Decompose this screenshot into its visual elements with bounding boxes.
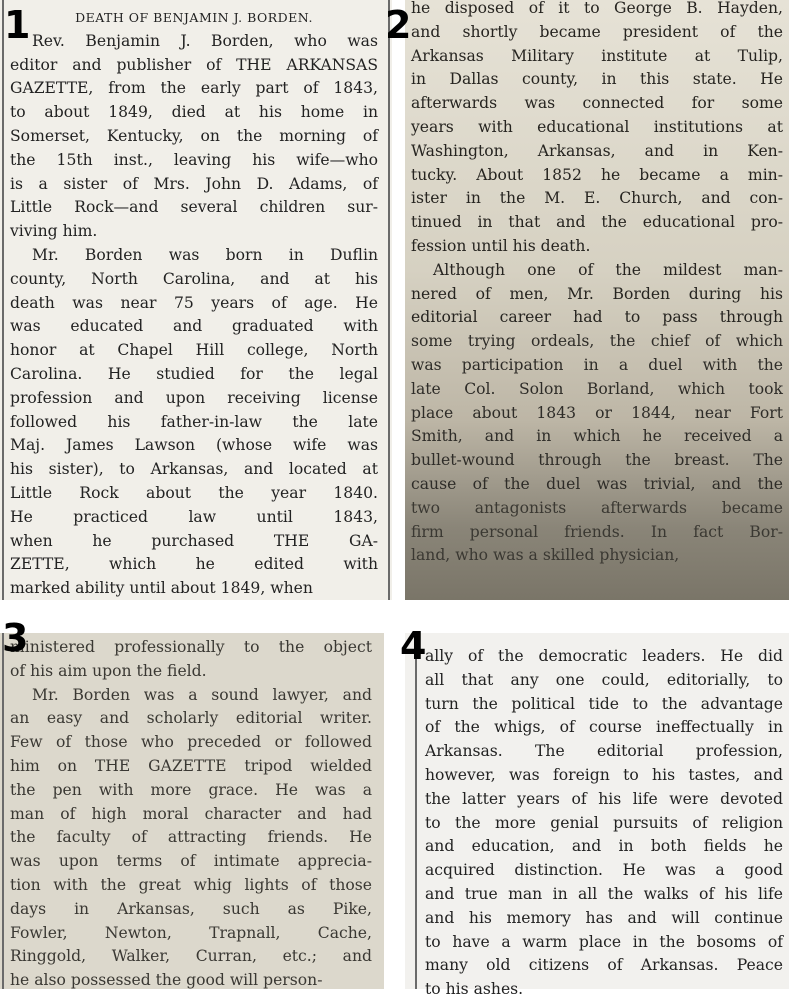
article-column — [10, 636, 372, 993]
text-line: Smith, and in which he received a — [411, 427, 783, 446]
panel-number: 1 — [4, 3, 31, 47]
text-line: was educated and graduated with — [10, 317, 378, 336]
text-line: the pen with more grace. He was a — [10, 780, 372, 799]
text-line: acquired distinction. He was a good — [425, 861, 783, 880]
text-line: Little Rock about the year 1840. — [10, 483, 378, 502]
text-line: Ringgold, Walker, Curran, etc.; and — [10, 947, 372, 966]
text-line: to his ashes. — [425, 980, 524, 999]
text-line: tion with the great whig lights of those — [10, 875, 372, 894]
article-column — [425, 645, 783, 1002]
text-line: Carolina. He studied for the legal — [10, 364, 378, 383]
text-line: profession and upon receiving license — [10, 388, 378, 407]
column-rule-right — [388, 0, 390, 600]
text-line: late Col. Solon Borland, which took — [411, 379, 783, 398]
text-line: ministered professionally to the object — [10, 638, 372, 656]
text-line: turn the political tide to the advantage — [425, 694, 783, 713]
text-line: the latter years of his life were devoted — [425, 789, 783, 808]
panel-number: 3 — [2, 616, 29, 660]
text-line: him on THE GAZETTE tripod wielded — [10, 756, 372, 775]
text-line: firm personal friends. In fact Bor- — [411, 522, 783, 541]
text-line: many old citizens of Arkansas. Peace — [425, 956, 783, 975]
text-line: of his aim upon the field. — [10, 661, 207, 680]
text-line: Fowler, Newton, Trapnall, Cache, — [10, 923, 372, 942]
text-line: was upon terms of intimate apprecia- — [10, 852, 372, 871]
text-line: tucky. About 1852 he became a min- — [411, 165, 783, 184]
text-line: is a sister of Mrs. John D. Adams, of — [10, 174, 378, 193]
text-line: all that any one could, editorially, to — [425, 670, 783, 689]
article-headline: DEATH OF BENJAMIN J. BORDEN. — [75, 10, 313, 25]
text-line: editorial career had to pass through — [411, 308, 783, 327]
text-line: ZETTE, which he edited with — [10, 555, 378, 574]
text-line: when he purchased THE GA- — [10, 531, 378, 550]
text-line: cause of the duel was trivial, and the — [411, 474, 783, 493]
text-line: some trying ordeals, the chief of which — [411, 332, 783, 351]
text-line: nered of men, Mr. Borden during his — [411, 284, 783, 303]
column-rule-left — [415, 633, 417, 989]
text-line: his sister), to Arkansas, and located at — [10, 460, 378, 479]
text-line: viving him. — [10, 222, 98, 241]
text-line: bullet-wound through the breast. The — [411, 451, 783, 470]
text-line: years with educational institutions at — [411, 117, 783, 136]
text-line: was participation in a duel with the — [411, 355, 783, 374]
text-line: to the more genial pursuits of religion — [425, 813, 783, 832]
text-line: land, who was a skilled physician, — [411, 546, 680, 565]
text-line: he also possessed the good will person- — [10, 971, 323, 990]
text-line: days in Arkansas, such as Pike, — [10, 899, 372, 918]
text-line: Little Rock—and several children sur- — [10, 198, 378, 217]
text-line: Rev. Benjamin J. Borden, who was — [32, 31, 378, 50]
text-line: man of high moral character and had — [10, 804, 372, 823]
clipping-panel-3 — [0, 633, 384, 989]
text-line: and true man in all the walks of his life — [425, 884, 783, 903]
clipping-panel-4 — [405, 633, 789, 999]
text-line: ally of the democratic leaders. He did — [425, 647, 783, 665]
text-line: death was near 75 years of age. He — [10, 293, 378, 312]
text-line: an easy and scholarly editorial writer. — [10, 709, 372, 728]
text-line: He practiced law until 1843, — [10, 507, 378, 526]
text-line: and his memory has and will continue — [425, 908, 783, 927]
text-line: two antagonists afterwards became — [411, 498, 783, 517]
text-line: in Dallas county, in this state. He — [411, 70, 783, 89]
article-column — [10, 6, 378, 601]
text-line: and education, and in both fields he — [425, 837, 783, 856]
text-line: Maj. James Lawson (whose wife was — [10, 436, 378, 455]
text-line: editor and publisher of THE ARKANSAS — [10, 55, 378, 74]
text-line: honor at Chapel Hill college, North — [10, 341, 378, 360]
panel-number: 2 — [385, 3, 412, 47]
text-line: and shortly became president of the — [411, 22, 783, 41]
text-line: Mr. Borden was a sound lawyer, and — [32, 685, 372, 704]
text-line: GAZETTE, from the early part of 1843, — [10, 79, 378, 98]
text-line: marked ability until about 1849, when — [10, 579, 313, 598]
article-column — [411, 0, 783, 568]
text-line: of the whigs, of course ineffectually in — [425, 718, 783, 737]
text-line: the faculty of attracting friends. He — [10, 828, 372, 847]
text-line: Although one of the mildest man- — [433, 260, 783, 279]
text-line: Few of those who preceded or followed — [10, 733, 372, 752]
column-rule-left — [2, 633, 4, 989]
text-line: Arkansas Military institute at Tulip, — [411, 46, 783, 65]
text-line: Washington, Arkansas, and in Ken- — [411, 141, 783, 160]
text-line: place about 1843 or 1844, near Fort — [411, 403, 783, 422]
text-line: Somerset, Kentucky, on the morning of — [10, 126, 378, 145]
text-line: to about 1849, died at his home in — [10, 103, 378, 122]
column-rule-left — [2, 0, 4, 600]
clipping-panel-1 — [0, 0, 392, 600]
clipping-panel-2 — [405, 0, 789, 600]
text-line: Mr. Borden was born in Duflin — [32, 245, 378, 264]
text-line: ister in the M. E. Church, and con- — [411, 189, 783, 208]
text-line: county, North Carolina, and at his — [10, 269, 378, 288]
text-line: tinued in that and the educational pro- — [411, 213, 783, 232]
text-line: afterwards was connected for some — [411, 94, 783, 113]
text-line: he disposed of it to George B. Hayden, — [411, 0, 783, 17]
panel-number: 4 — [400, 624, 427, 668]
text-line: followed his father-in-law the late — [10, 412, 378, 431]
text-line: fession until his death. — [411, 236, 591, 255]
text-line: Arkansas. The editorial profession, — [425, 742, 783, 761]
text-line: however, was foreign to his tastes, and — [425, 765, 783, 784]
text-line: the 15th inst., leaving his wife—who — [10, 150, 378, 169]
text-line: to have a warm place in the bosoms of — [425, 932, 783, 951]
